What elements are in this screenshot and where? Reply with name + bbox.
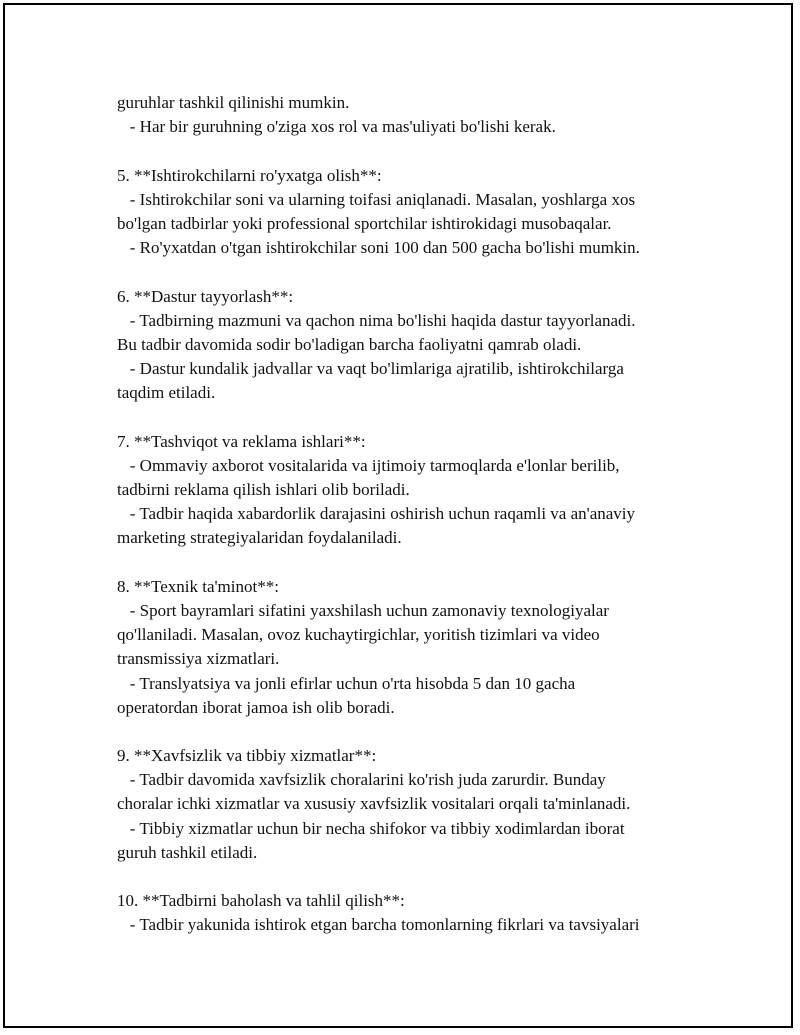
text-line: Bu tadbir davomida sodir bo'ladigan barcha faoliyatni qamrab oladi. bbox=[117, 334, 582, 354]
text-line: qo'llaniladi. Masalan, ovoz kuchaytirgichlar, yoritish tizimlari va video bbox=[117, 625, 600, 645]
text-line: guruh tashkil etiladi. bbox=[117, 842, 258, 862]
blank-line bbox=[117, 260, 757, 284]
text-line: - Translyatsiya va jonli efirlar uchun o'rta hisobda 5 dan 10 gacha bbox=[117, 673, 576, 693]
text-line: - Dastur kundalik jadvallar va vaqt bo'limlariga ajratilib, ishtirokchilarga bbox=[117, 359, 624, 379]
blank-line bbox=[117, 139, 757, 163]
text-line: - Ro'yxatdan o'tgan ishtirokchilar soni 100 dan 500 gacha bo'lishi mumkin. bbox=[117, 238, 640, 258]
blank-line bbox=[117, 551, 757, 575]
text-line: - Ishtirokchilar soni va ularning toifasi aniqlanadi. Masalan, yoshlarga xos bbox=[117, 189, 636, 209]
text-line: 10. **Tadbirni baholash va tahlil qilish**: bbox=[117, 891, 405, 911]
text-line: - Tadbir davomida xavfsizlik choralarini ko'rish juda zarurdir. Bunday bbox=[117, 770, 606, 790]
text-line: tadbirni reklama qilish ishlari olib boriladi. bbox=[117, 480, 410, 499]
text-line: transmissiya xizmatlari. bbox=[117, 649, 280, 669]
text-line: 7. **Tashviqot va reklama ishlari**: bbox=[117, 431, 366, 451]
text-line: bo'lgan tadbirlar yoki professional sportchilar ishtirokidagi musobaqalar. bbox=[117, 213, 612, 233]
blank-line bbox=[117, 720, 757, 744]
text-line: - Tadbir yakunida ishtirok etgan barcha tomonlarning fikrlari va tavsiyalari bbox=[117, 915, 640, 935]
blank-line bbox=[117, 405, 757, 429]
text-line: - Tadbir haqida xabardorlik darajasini oshirish uchun raqamli va an'anaviy bbox=[117, 504, 636, 524]
text-line: marketing strategiyalaridan foydalaniladi. bbox=[117, 528, 402, 548]
blank-line bbox=[117, 865, 757, 889]
text-line: - Har bir guruhning o'ziga xos rol va mas'uliyati bo'lishi kerak. bbox=[117, 117, 556, 137]
text-line: 9. **Xavfsizlik va tibbiy xizmatlar**: bbox=[117, 746, 377, 766]
text-line: - Sport bayramlari sifatini yaxshilash uchun zamonaviy texnologiyalar bbox=[117, 600, 609, 620]
text-line: - Tadbirning mazmuni va qachon nima bo'lishi haqida dastur tayyorlanadi. bbox=[117, 310, 636, 330]
text-line: - Tibbiy xizmatlar uchun bir necha shifokor va tibbiy xodimlardan iborat bbox=[117, 818, 625, 838]
text-line: 5. **Ishtirokchilarni ro'yxatga olish**: bbox=[117, 165, 382, 185]
document-text bbox=[117, 91, 757, 938]
text-line: 6. **Dastur tayyorlash**: bbox=[117, 286, 294, 306]
text-line: guruhlar tashkil qilinishi mumkin. bbox=[117, 93, 350, 112]
text-line: 8. **Texnik ta'minot**: bbox=[117, 576, 279, 596]
text-line: operatordan iborat jamoa ish olib boradi. bbox=[117, 697, 395, 717]
text-line: choralar ichki xizmatlar va xususiy xavfsizlik vositalari orqali ta'minlanadi. bbox=[117, 794, 631, 814]
text-line: taqdim etiladi. bbox=[117, 383, 216, 403]
text-line: - Ommaviy axborot vositalarida va ijtimoiy tarmoqlarda e'lonlar berilib, bbox=[117, 455, 620, 475]
